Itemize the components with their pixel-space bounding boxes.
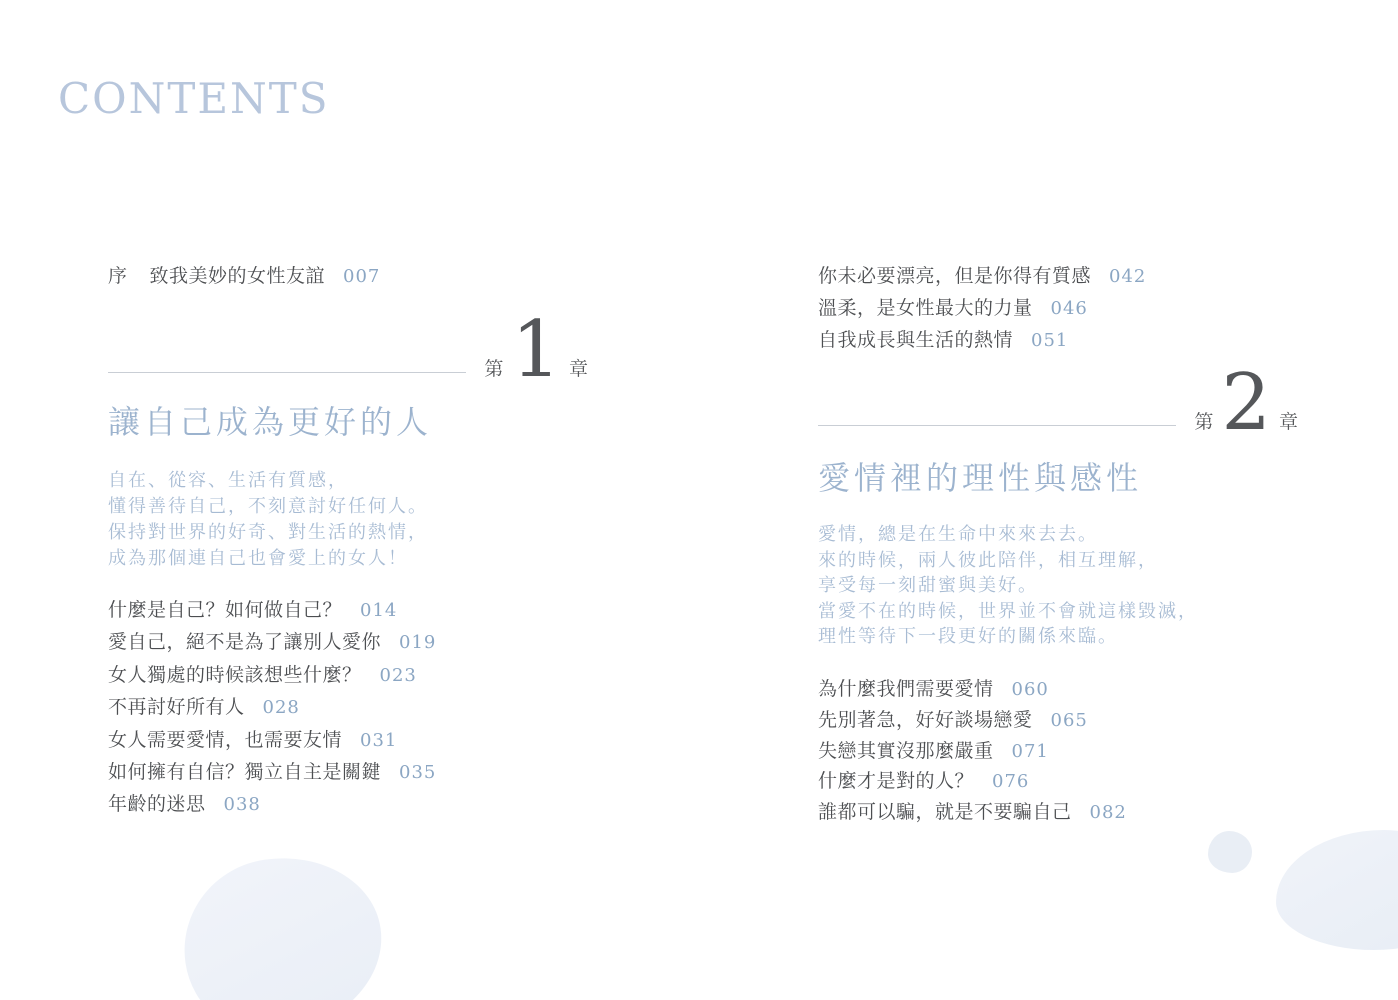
toc-item-title: 女人需要愛情，也需要友情 [108, 729, 343, 751]
toc-item-page-number: 060 [1011, 679, 1049, 700]
toc-item [818, 798, 1127, 829]
toc-item-page-number: 071 [1011, 740, 1049, 762]
chapter-1-marker-suffix: 章 [568, 359, 588, 380]
toc-item [818, 261, 1146, 293]
toc-item [108, 660, 436, 692]
toc-item-page-number: 076 [992, 771, 1030, 793]
chapter-intro-line: 成為那個連自己也會愛上的女人！ [108, 548, 408, 568]
toc-item [818, 293, 1146, 325]
chapter-intro-line: 愛情，總是在生命中來來去去。 [818, 524, 1098, 544]
chapter-2-number: 2 [1221, 358, 1271, 449]
chapter-1-rule [108, 372, 466, 373]
chapter-1-title: 讓自己成為更好的人 [108, 404, 433, 440]
toc-item [818, 767, 1127, 798]
toc-item-page-number: 028 [262, 697, 300, 719]
toc-item-title: 愛自己，絕不是為了讓別人愛你 [108, 632, 382, 654]
toc-item [818, 706, 1127, 737]
chapter-1-intro [108, 467, 428, 571]
toc-item [108, 725, 436, 757]
toc-item-title: 自我成長與生活的熱情 [818, 330, 1014, 352]
chapter-intro-line: 懂得善待自己，不刻意討好任何人。 [108, 496, 428, 516]
toc-item [818, 737, 1127, 768]
chapter-2-marker-prefix: 第 [1194, 412, 1214, 433]
toc-item-title: 女人獨處的時候該想些什麼？ [108, 664, 362, 686]
toc-item-page-number: 046 [1050, 298, 1088, 320]
toc-item-title: 溫柔，是女性最大的力量 [818, 298, 1033, 320]
chapter-intro-line: 當愛不在的時候，世界並不會就這樣毀滅， [818, 600, 1198, 621]
toc-item-title: 年齡的迷思 [108, 794, 206, 816]
toc-item [108, 595, 436, 627]
toc-item-page-number: 035 [399, 762, 437, 784]
chapter-1-marker-prefix: 第 [484, 359, 504, 380]
chapter-1-number: 1 [511, 305, 561, 396]
chapter-intro-line: 自在、從容、生活有質感， [108, 470, 348, 490]
page-title: CONTENTS [58, 74, 330, 123]
toc-item-page-number: 065 [1050, 709, 1088, 731]
chapter-intro-line: 保持對世界的好奇、對生活的熱情， [108, 522, 428, 542]
chapter-2-rule [818, 425, 1176, 426]
toc-item-page-number: 023 [379, 664, 417, 686]
chapter-2-toc-list [818, 675, 1127, 829]
toc-item [108, 757, 436, 789]
toc-item-page-number: 042 [1109, 266, 1147, 287]
chapter-2-marker-suffix: 章 [1278, 412, 1298, 433]
toc-item-title: 不再討好所有人 [108, 697, 245, 719]
toc-item [818, 325, 1146, 357]
toc-item-page-number: 031 [360, 729, 398, 751]
toc-item [108, 692, 436, 724]
preface-page-number: 007 [343, 266, 381, 287]
toc-item-title: 什麼才是對的人？ [818, 771, 975, 793]
chapter-1-toc-list [108, 595, 436, 822]
toc-item [818, 675, 1127, 706]
chapter-intro-line: 享受每一刻甜蜜與美好。 [818, 575, 1038, 595]
preface-entry [108, 266, 380, 288]
toc-item-page-number: 014 [360, 600, 398, 621]
toc-item-page-number: 038 [223, 794, 261, 816]
chapter-intro-line: 來的時候，兩人彼此陪伴，相互理解， [818, 549, 1158, 570]
chapter-2-intro [818, 522, 1198, 650]
toc-item-title: 什麼是自己？如何做自己？ [108, 600, 343, 621]
chapter-2-header [818, 358, 1298, 449]
toc-item-page-number: 019 [399, 632, 437, 654]
toc-item-title: 失戀其實沒那麼嚴重 [818, 740, 994, 762]
right-page-column [818, 0, 1298, 1000]
toc-item-title: 誰都可以騙，就是不要騙自己 [818, 802, 1072, 824]
toc-item-page-number: 082 [1089, 802, 1127, 824]
chapter-1-toc-list-continued [818, 261, 1146, 358]
toc-item-title: 先別著急，好好談場戀愛 [818, 709, 1033, 731]
preface-label: 序 [108, 266, 128, 287]
preface-title: 致我美妙的女性友誼 [149, 266, 326, 287]
toc-item-page-number: 051 [1031, 330, 1069, 352]
toc-item-title: 你未必要漂亮，但是你得有質感 [818, 266, 1092, 287]
toc-item-title: 為什麼我們需要愛情 [818, 679, 994, 700]
chapter-1-header [108, 305, 588, 396]
toc-item [108, 627, 436, 659]
chapter-intro-line: 理性等待下一段更好的關係來臨。 [818, 626, 1118, 646]
toc-item-title: 如何擁有自信？獨立自主是關鍵 [108, 762, 382, 784]
toc-item [108, 789, 436, 821]
left-page-column [108, 0, 588, 1000]
chapter-2-title: 愛情裡的理性與感性 [818, 460, 1143, 496]
